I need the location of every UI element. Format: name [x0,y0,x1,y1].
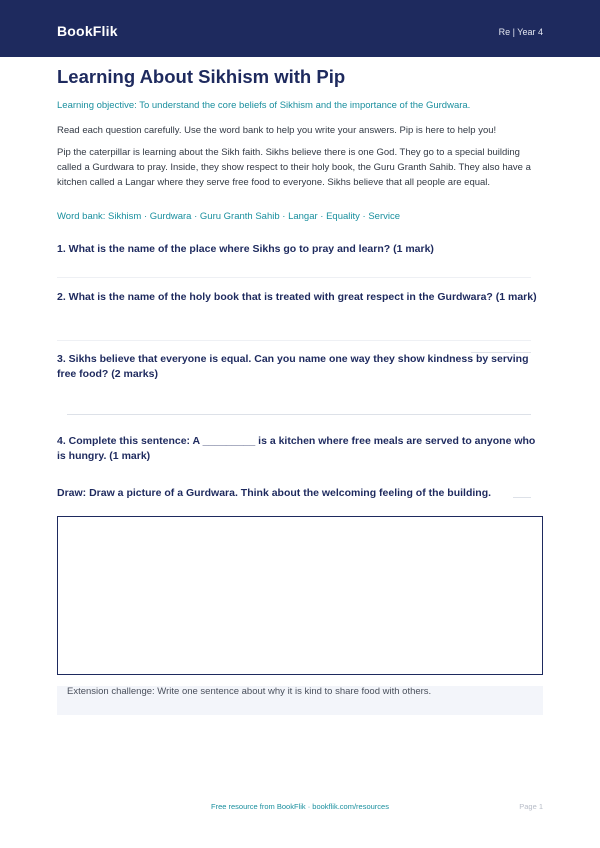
page-title: Learning About Sikhism with Pip [57,66,346,87]
instructions: Read each question carefully. Use the word bank to help you write your answers. Pip is here to help you! [57,125,497,136]
question-2: 2. What is the name of the holy book that is treated with great respect in the Gurdwara? (1 mark) [57,291,537,303]
answer-line [57,277,531,278]
drawing-box[interactable] [57,516,543,675]
header-bar [0,0,600,57]
footer-credit: Free resource from BookFlik · bookflik.com/resources [211,802,389,811]
brand-logo: BookFlik [57,23,118,39]
extension-challenge [57,686,543,715]
extension-text: Extension challenge: Write one sentence about why it is kind to share food with others. [67,686,432,697]
answer-line [57,340,531,341]
question-3: 3. Sikhs believe that everyone is equal. Can you name one way they show kindness by serving free food? (2 marks) [57,353,529,380]
question-4: 4. Complete this sentence: A _________ is a kitchen where free meals are served to anyone who is hungry. (1 mark) [57,435,536,462]
subject-year-label: Re | Year 4 [498,27,543,37]
word-bank: Word bank: Sikhism · Gurdwara · Guru Granth Sahib · Langar · Equality · Service [57,211,401,222]
draw-prompt: Draw: Draw a picture of a Gurdwara. Think about the welcoming feeling of the building. [57,487,492,499]
page-number: Page 1 [519,802,543,811]
answer-line [67,414,531,415]
reading-passage: Pip the caterpillar is learning about the Sikh faith. Sikhs believe there is one God. They go to a special building called a Gurdwara to pray. Inside, they show respect to their holy book, the Guru Granth Sahib. They also have a kitchen called a Langar where they serve free food to everyone. Sikhs believe that all people are equal. [57,147,531,188]
learning-objective: Learning objective: To understand the core beliefs of Sikhism and the importance of the Gurdwara. [57,100,471,111]
question-1: 1. What is the name of the place where Sikhs go to pray and learn? (1 mark) [57,243,434,255]
